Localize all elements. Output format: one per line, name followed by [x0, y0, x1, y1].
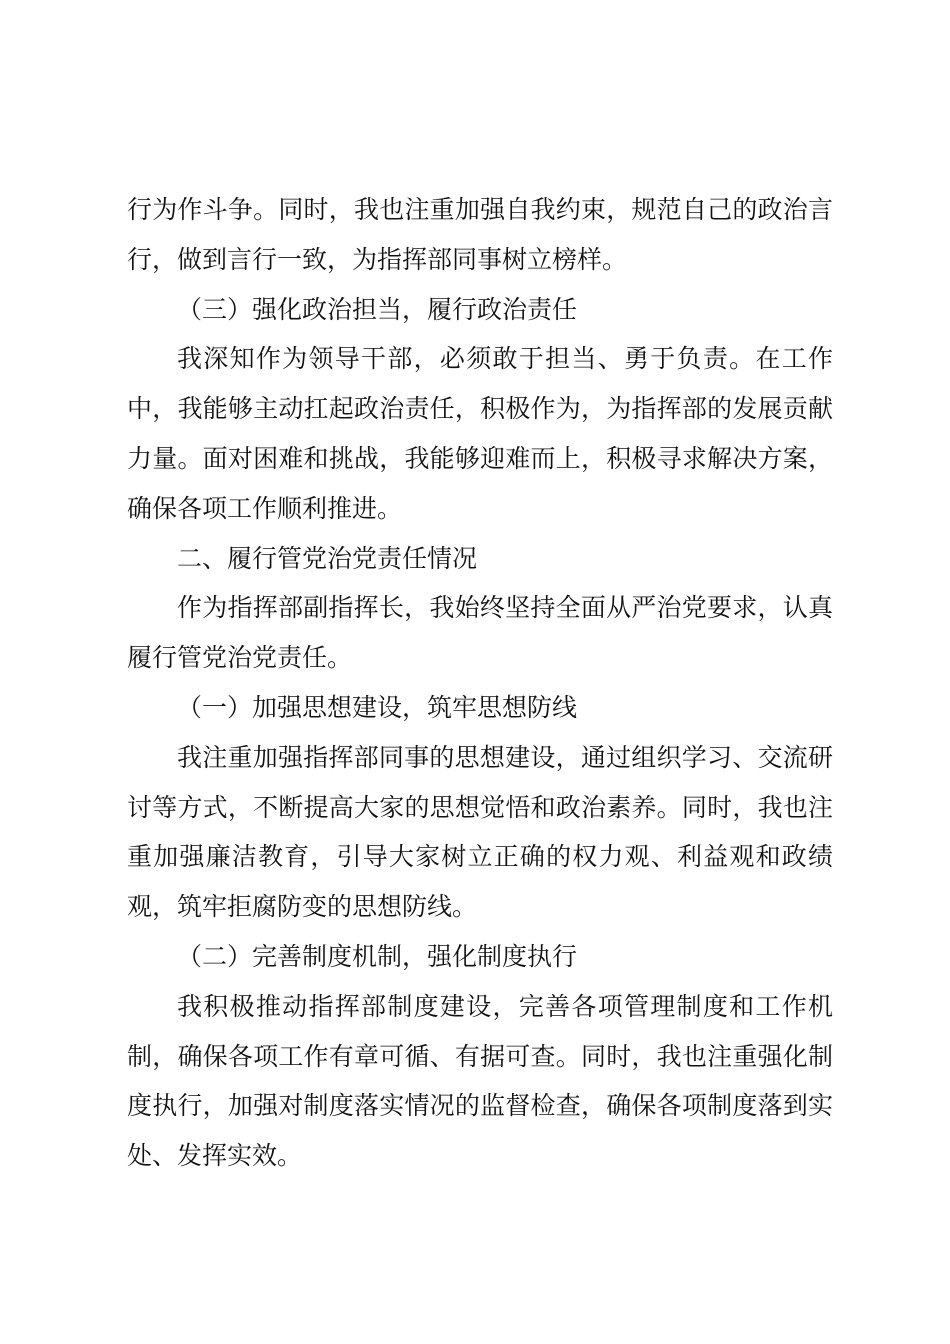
- paragraph-continuation: 行为作斗争。同时，我也注重加强自我约束，规范自己的政治言行，做到言行一致，为指挥部同事树立榜样。: [127, 195, 833, 274]
- section-heading-two: 二、履行管党治党责任情况: [177, 543, 478, 573]
- paragraph-party-governance: 作为指挥部副指挥长，我始终坚持全面从严治党要求，认真履行管党治党责任。: [127, 593, 833, 673]
- paragraph-institutional-building: 我积极推动指挥部制度建设，完善各项管理制度和工作机制，确保各项工作有章可循、有据可查。同时，我也注重强化制度执行，加强对制度落实情况的监督检查，确保各项制度落到实处、发挥实效。: [127, 991, 833, 1171]
- document-body: [127, 185, 833, 1181]
- subheading-two: （二）完善制度机制，强化制度执行: [177, 941, 578, 971]
- subheading-three: （三）强化政治担当，履行政治责任: [177, 294, 578, 324]
- paragraph-political-responsibility: 我深知作为领导干部，必须敢于担当、勇于负责。在工作中，我能够主动扛起政治责任，积极作为，为指挥部的发展贡献力量。面对困难和挑战，我能够迎难而上，积极寻求解决方案，确保各项工作顺利推进。: [127, 344, 833, 523]
- paragraph-ideological-building: 我注重加强指挥部同事的思想建设，通过组织学习、交流研讨等方式，不断提高大家的思想觉悟和政治素养。同时，我也注重加强廉洁教育，引导大家树立正确的权力观、利益观和政绩观，筑牢拒腐防变的思想防线。: [127, 742, 833, 922]
- subheading-one: （一）加强思想建设，筑牢思想防线: [177, 692, 578, 722]
